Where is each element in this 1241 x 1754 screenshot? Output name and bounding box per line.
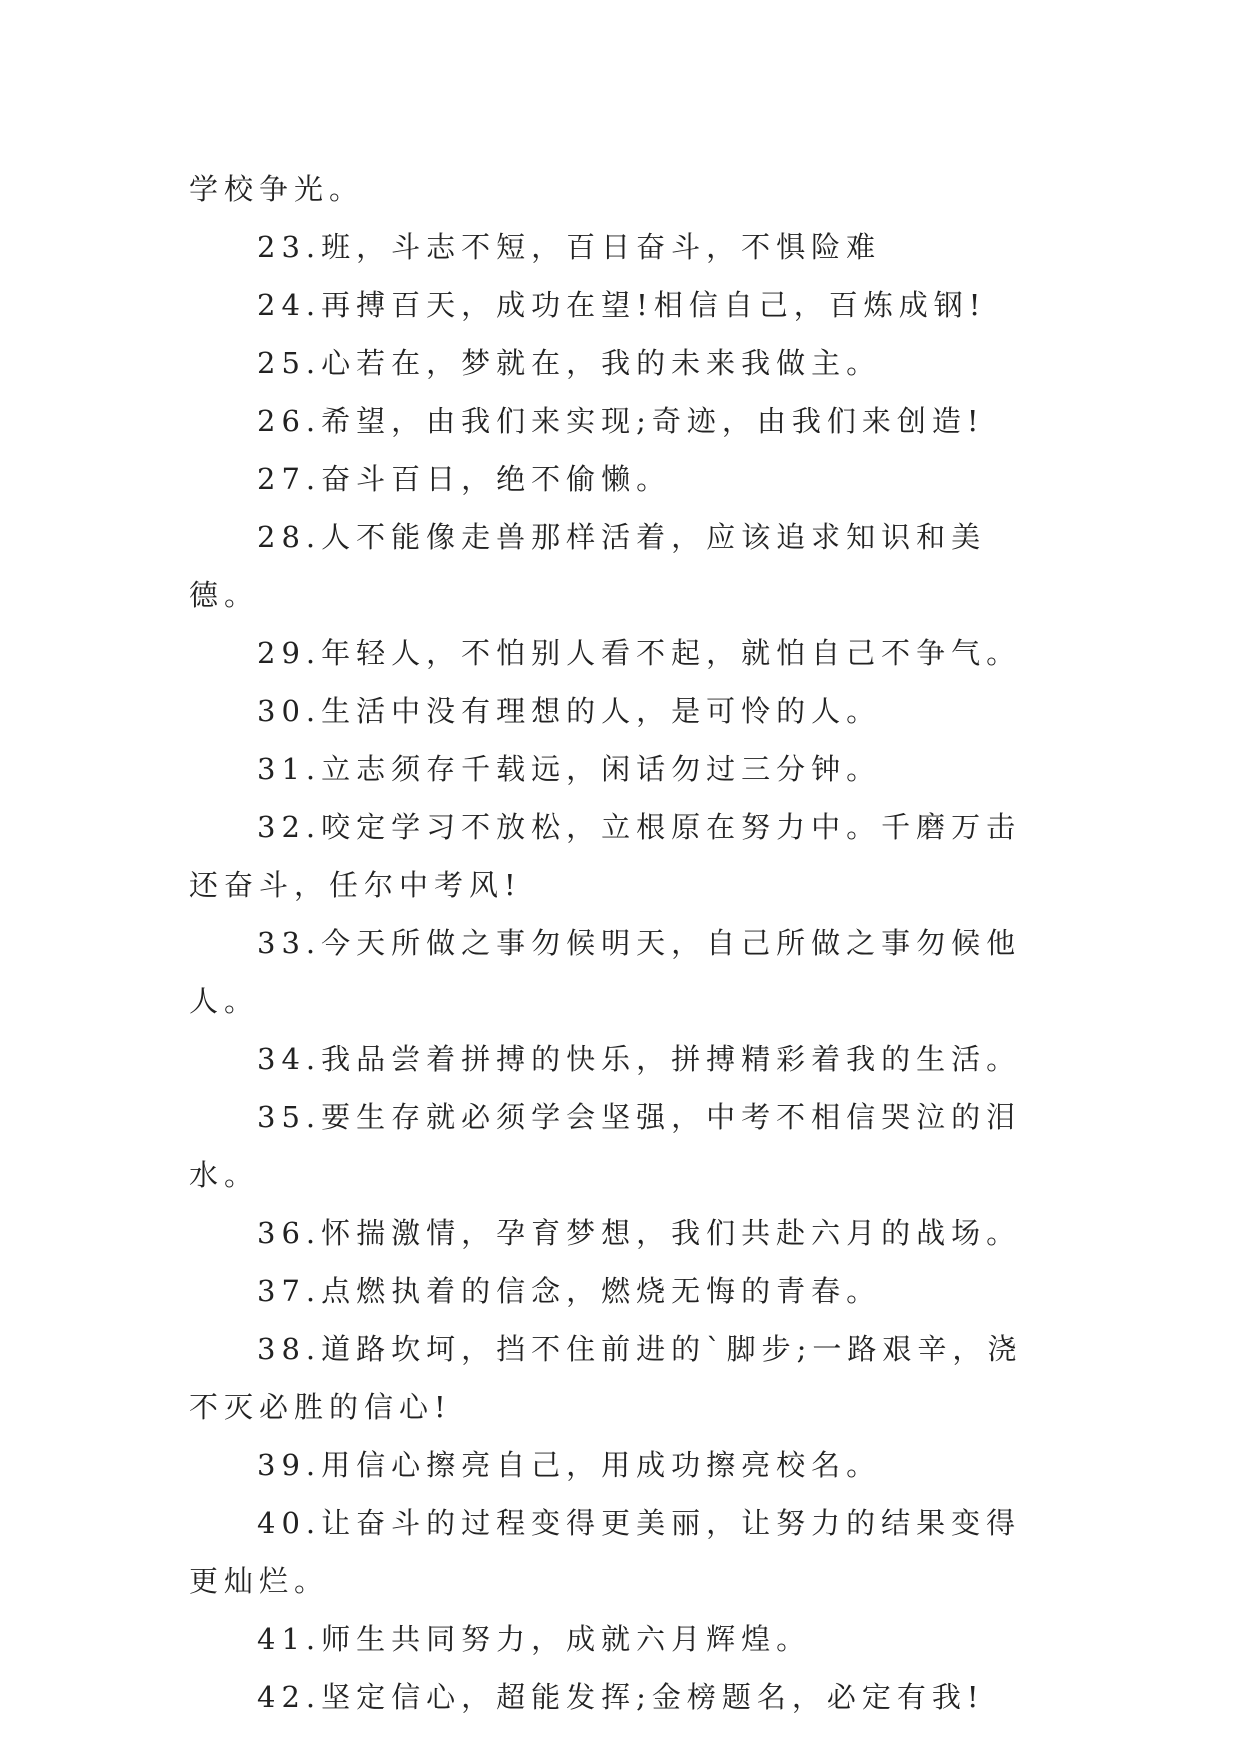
paragraph-continuation: 学校争光。 (189, 172, 365, 206)
list-item-27: 27.奋斗百日，绝不偷懒。 (257, 462, 672, 496)
list-item-32: 32.咬定学习不放松，立根原在努力中。千磨万击还奋斗，任尔中考风! (189, 810, 1022, 902)
list-item-35: 35.要生存就必须学会坚强，中考不相信哭泣的泪水。 (189, 1100, 1022, 1192)
list-item-24: 24.再搏百天，成功在望!相信自己，百炼成钢! (257, 288, 987, 322)
list-item-36: 36.怀揣激情，孕育梦想，我们共赴六月的战场。 (257, 1216, 1022, 1250)
list-item-28: 28.人不能像走兽那样活着，应该追求知识和美德。 (189, 520, 987, 612)
list-item-26: 26.希望，由我们来实现;奇迹，由我们来创造! (257, 404, 985, 438)
list-item-29: 29.年轻人，不怕别人看不起，就怕自己不争气。 (257, 636, 1022, 670)
list-item-30: 30.生活中没有理想的人，是可怜的人。 (257, 694, 882, 728)
list-item-42: 42.坚定信心，超能发挥;金榜题名，必定有我! (257, 1680, 985, 1714)
list-item-37: 37.点燃执着的信念，燃烧无悔的青春。 (257, 1274, 882, 1308)
list-item-23: 23.班，斗志不短，百日奋斗，不惧险难 (257, 230, 882, 264)
list-item-31: 31.立志须存千载远，闲话勿过三分钟。 (257, 752, 882, 786)
list-item-40: 40.让奋斗的过程变得更美丽，让努力的结果变得更灿烂。 (189, 1506, 1022, 1598)
list-item-25: 25.心若在，梦就在，我的未来我做主。 (257, 346, 882, 380)
list-item-39: 39.用信心擦亮自己，用成功擦亮校名。 (257, 1448, 882, 1482)
list-item-41: 41.师生共同努力，成就六月辉煌。 (257, 1622, 812, 1656)
list-item-33: 33.今天所做之事勿候明天，自己所做之事勿候他人。 (189, 926, 1022, 1018)
list-item-34: 34.我品尝着拼搏的快乐，拼搏精彩着我的生活。 (257, 1042, 1022, 1076)
document-body (189, 160, 1053, 1726)
list-item-38: 38.道路坎坷，挡不住前进的`脚步;一路艰辛，浇不灭必胜的信心! (189, 1332, 1023, 1424)
